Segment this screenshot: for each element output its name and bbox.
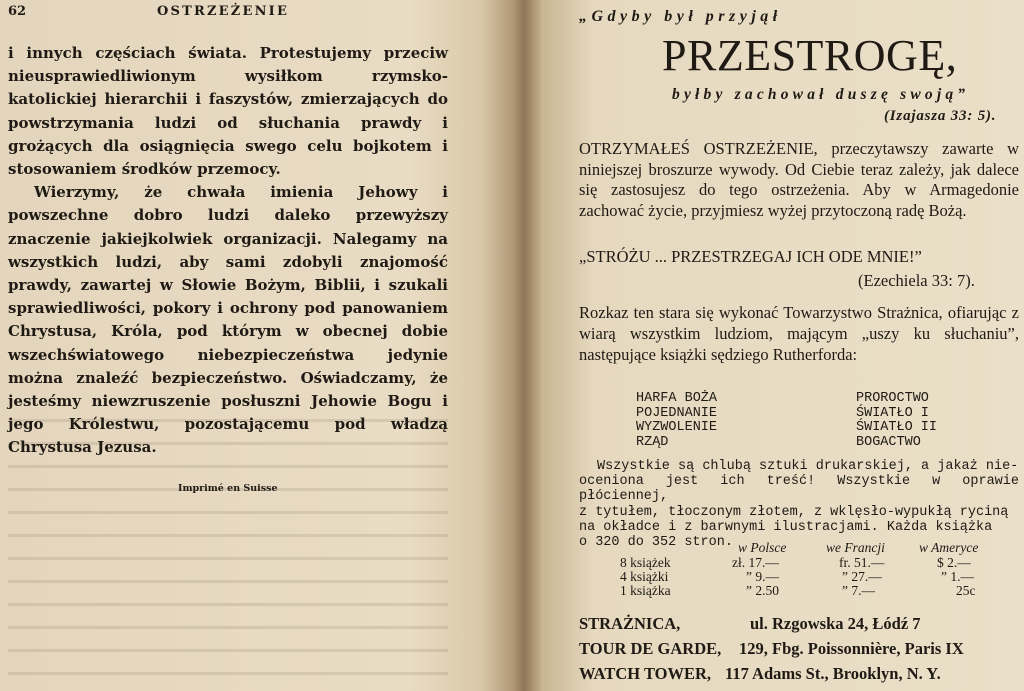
epigraph-end: byłby zachował duszę swoją” xyxy=(672,86,970,103)
price-row-pl: ” 9.— xyxy=(746,569,779,584)
price-header-america: w Ameryce xyxy=(919,540,979,555)
address-line xyxy=(579,614,1019,634)
address-line xyxy=(579,639,1019,659)
address-name: WATCH TOWER, xyxy=(579,664,712,683)
price-row-us: $ 2.— xyxy=(937,555,971,570)
page-number: 62 xyxy=(8,4,27,19)
intro-paragraph: OTRZYMAŁEŚ OSTRZEŻENIE, przeczytawszy zawarte w niniejszej broszurze wywody. Od Ciebie teraz zależy, jak dalece się zastosujesz do tego ostrzeżenia. Aby w Armagedonie zachować życie, przyjmiesz wyżej przytoczoną radę Bożą. xyxy=(579,139,1019,220)
book-title: ŚWIATŁO II xyxy=(856,420,938,435)
book-title: POJEDNANIE xyxy=(636,405,718,421)
address-detail: ul. Rzgowska 24, Łódź 7 xyxy=(750,614,921,633)
book-title: PROROCTWO xyxy=(856,391,929,406)
running-head: OSTRZEŻENIE xyxy=(157,4,290,19)
description-line: oceniona jest ich treść! Wszystkie w oprawie płóciennej, xyxy=(579,474,1019,505)
price-row-fr: ” 7.— xyxy=(842,583,875,598)
price-row-us: 25c xyxy=(956,583,976,598)
price-row-qty: 4 książki xyxy=(620,569,669,584)
description-line: Wszystkie są chlubą sztuki drukarskiej, a jakaż nie- xyxy=(597,459,1019,474)
book-title: BOGACTWO xyxy=(856,434,921,450)
imprint-note: Imprimé en Suisse xyxy=(178,483,278,494)
book-title: HARFA BOŻA xyxy=(636,391,718,406)
address-detail: 117 Adams St., Brooklyn, N. Y. xyxy=(725,664,941,683)
price-row-pl: zł. 17.— xyxy=(732,555,779,570)
paragraph-2: Wierzymy, że chwała imienia Jehowy i powszechne dobro ludzi daleko przewyższy znaczenie jakiejkolwiek organizacji. Nalegamy na wszystkich ludzi, aby sami zdobyli znajomość prawdy, zawartej w Słowie Bożym, Biblii, i szukali sprawiedliwości, pokory i ochrony pod panowaniem Chrystusa, Króla, pod którym w obecnej dobie wszechświatowego niebezpieczeństwa jedynie można znaleźć bezpieczeństwo. Oświadczamy, że jesteśmy niewzruszenie posłuszni Jehowie Bogu i jego Królestwu, pozostającemu pod władzą Chrystusa Jezusa. xyxy=(8,183,448,457)
right-page xyxy=(530,0,1024,691)
address-name: STRAŻNICA, xyxy=(579,614,681,633)
description-line: z tytułem, tłoczonym złotem, z wklęsło-wypukłą ryciną xyxy=(579,504,1009,520)
paragraph-1: i innych częściach świata. Protestujemy przeciw nieusprawiedliwionym wysiłkom rzymsko-katolickiej hierarchii i faszystów, zmierzających do powstrzymania ludzi od słuchania prawdy i grożących dla osiągnięcia swego celu bojkotem i stosowaniem środków przemocy. xyxy=(8,44,448,179)
price-row-fr: ” 27.— xyxy=(842,569,882,584)
book-list-left xyxy=(636,392,717,450)
price-row-pl: ” 2.50 xyxy=(746,583,779,598)
book-title: ŚWIATŁO I xyxy=(856,405,929,421)
address-detail: 129, Fbg. Poissonnière, Paris IX xyxy=(739,639,964,658)
address-line xyxy=(579,664,1019,684)
book-title: RZĄD xyxy=(636,434,669,450)
left-body-text xyxy=(8,42,448,460)
price-header-france: we Francji xyxy=(826,540,885,555)
book-title: WYZWOLENIE xyxy=(636,420,718,435)
page-title: PRZESTROGĘ, xyxy=(662,31,958,80)
epigraph-reference: (Izajasza 33: 5). xyxy=(884,108,997,124)
book-description xyxy=(579,459,1019,550)
price-row-qty: 1 książka xyxy=(620,583,671,598)
price-row-qty: 8 książek xyxy=(620,555,671,570)
book-list-right xyxy=(856,392,937,450)
epigraph-start: „Gdyby był przyjął xyxy=(579,8,782,25)
offer-paragraph: Rozkaz ten stara się wykonać Towarzystwo Strażnica, ofiarując z wiarą wszystkim ludziom, mającym „uszy ku słuchaniu”, następujące książki sędziego Rutherforda: xyxy=(579,303,1019,364)
watchman-reference: (Ezechiela 33: 7). xyxy=(858,271,975,290)
price-row-fr: fr. 51.— xyxy=(839,555,885,570)
price-header-poland: w Polsce xyxy=(738,540,787,555)
watchman-quote: „STRÓŻU ... PRZESTRZEGAJ ICH ODE MNIE!” xyxy=(579,247,922,266)
description-line: o 320 do 352 stron. xyxy=(579,535,733,551)
price-row-us: ” 1.— xyxy=(941,569,974,584)
description-line: na okładce i z barwnymi ilustracjami. Każda książka xyxy=(579,519,993,535)
address-name: TOUR DE GARDE, xyxy=(579,639,722,658)
